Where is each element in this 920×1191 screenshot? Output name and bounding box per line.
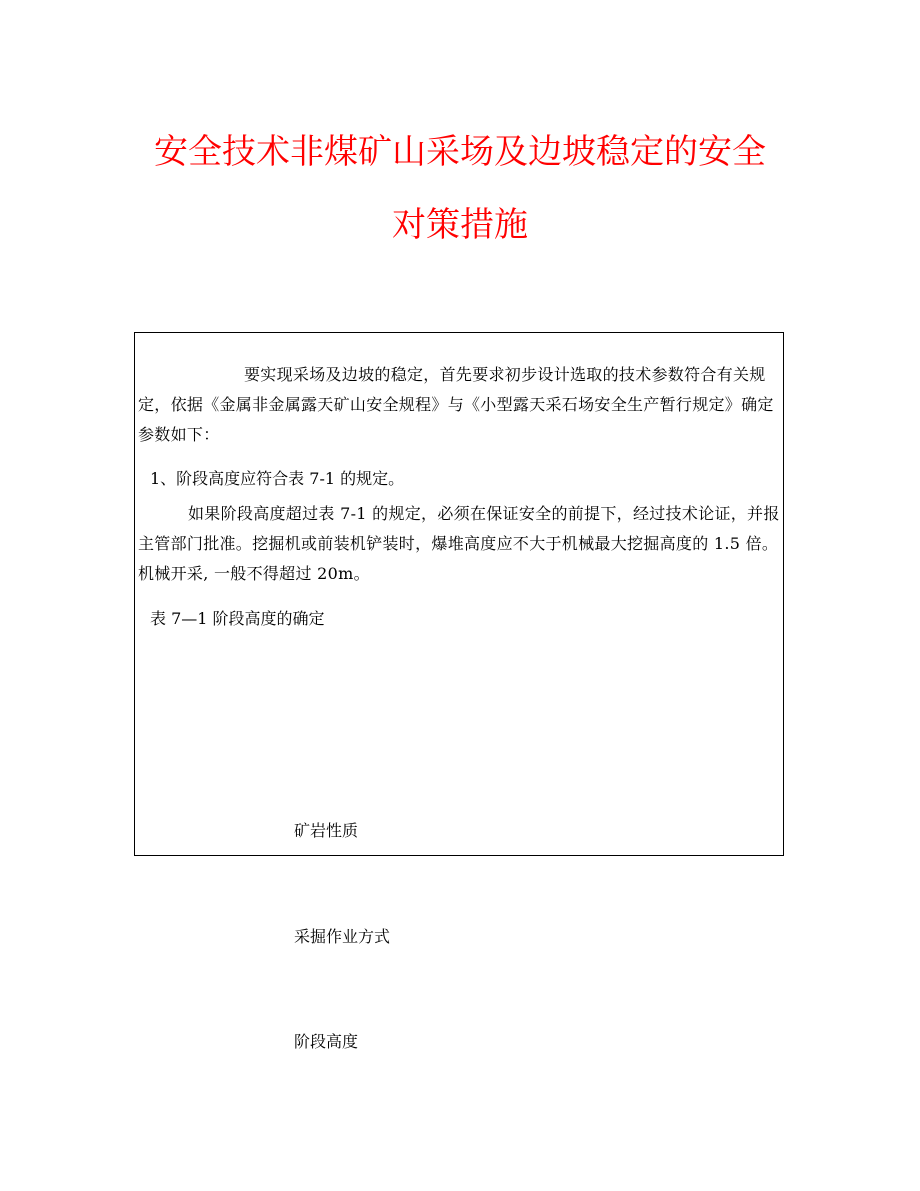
table-header-mining-method: 采掘作业方式 bbox=[294, 927, 391, 946]
table-caption: 表 7—1 阶段高度的确定 bbox=[150, 609, 325, 628]
intro-paragraph: 要实现采场及边坡的稳定，首先要求初步设计选取的技术参数符合有关规定，依据《金属非金属露天矿山安全规程》与《小型露天采石场安全生产暂行规定》确定参数如下： bbox=[138, 365, 774, 444]
rule-detail-paragraph: 如果阶段高度超过表 7-1 的规定，必须在保证安全的前提下，经过技术论证，并报主管部门批准。挖掘机或前装机铲装时，爆堆高度应不大于机械最大挖掘高度的 1.5 倍。机械开采, 一般不得超过 20m。 bbox=[138, 504, 780, 583]
table-header-rock-property: 矿岩性质 bbox=[294, 821, 359, 840]
document-title-line1: 安全技术非煤矿山采场及边坡稳定的安全 bbox=[154, 132, 766, 172]
table-header-bench-height: 阶段高度 bbox=[294, 1032, 359, 1051]
rule-item-1: 1、阶段高度应符合表 7-1 的规定。 bbox=[150, 469, 405, 488]
document-title-line2: 对策措施 bbox=[392, 205, 528, 245]
